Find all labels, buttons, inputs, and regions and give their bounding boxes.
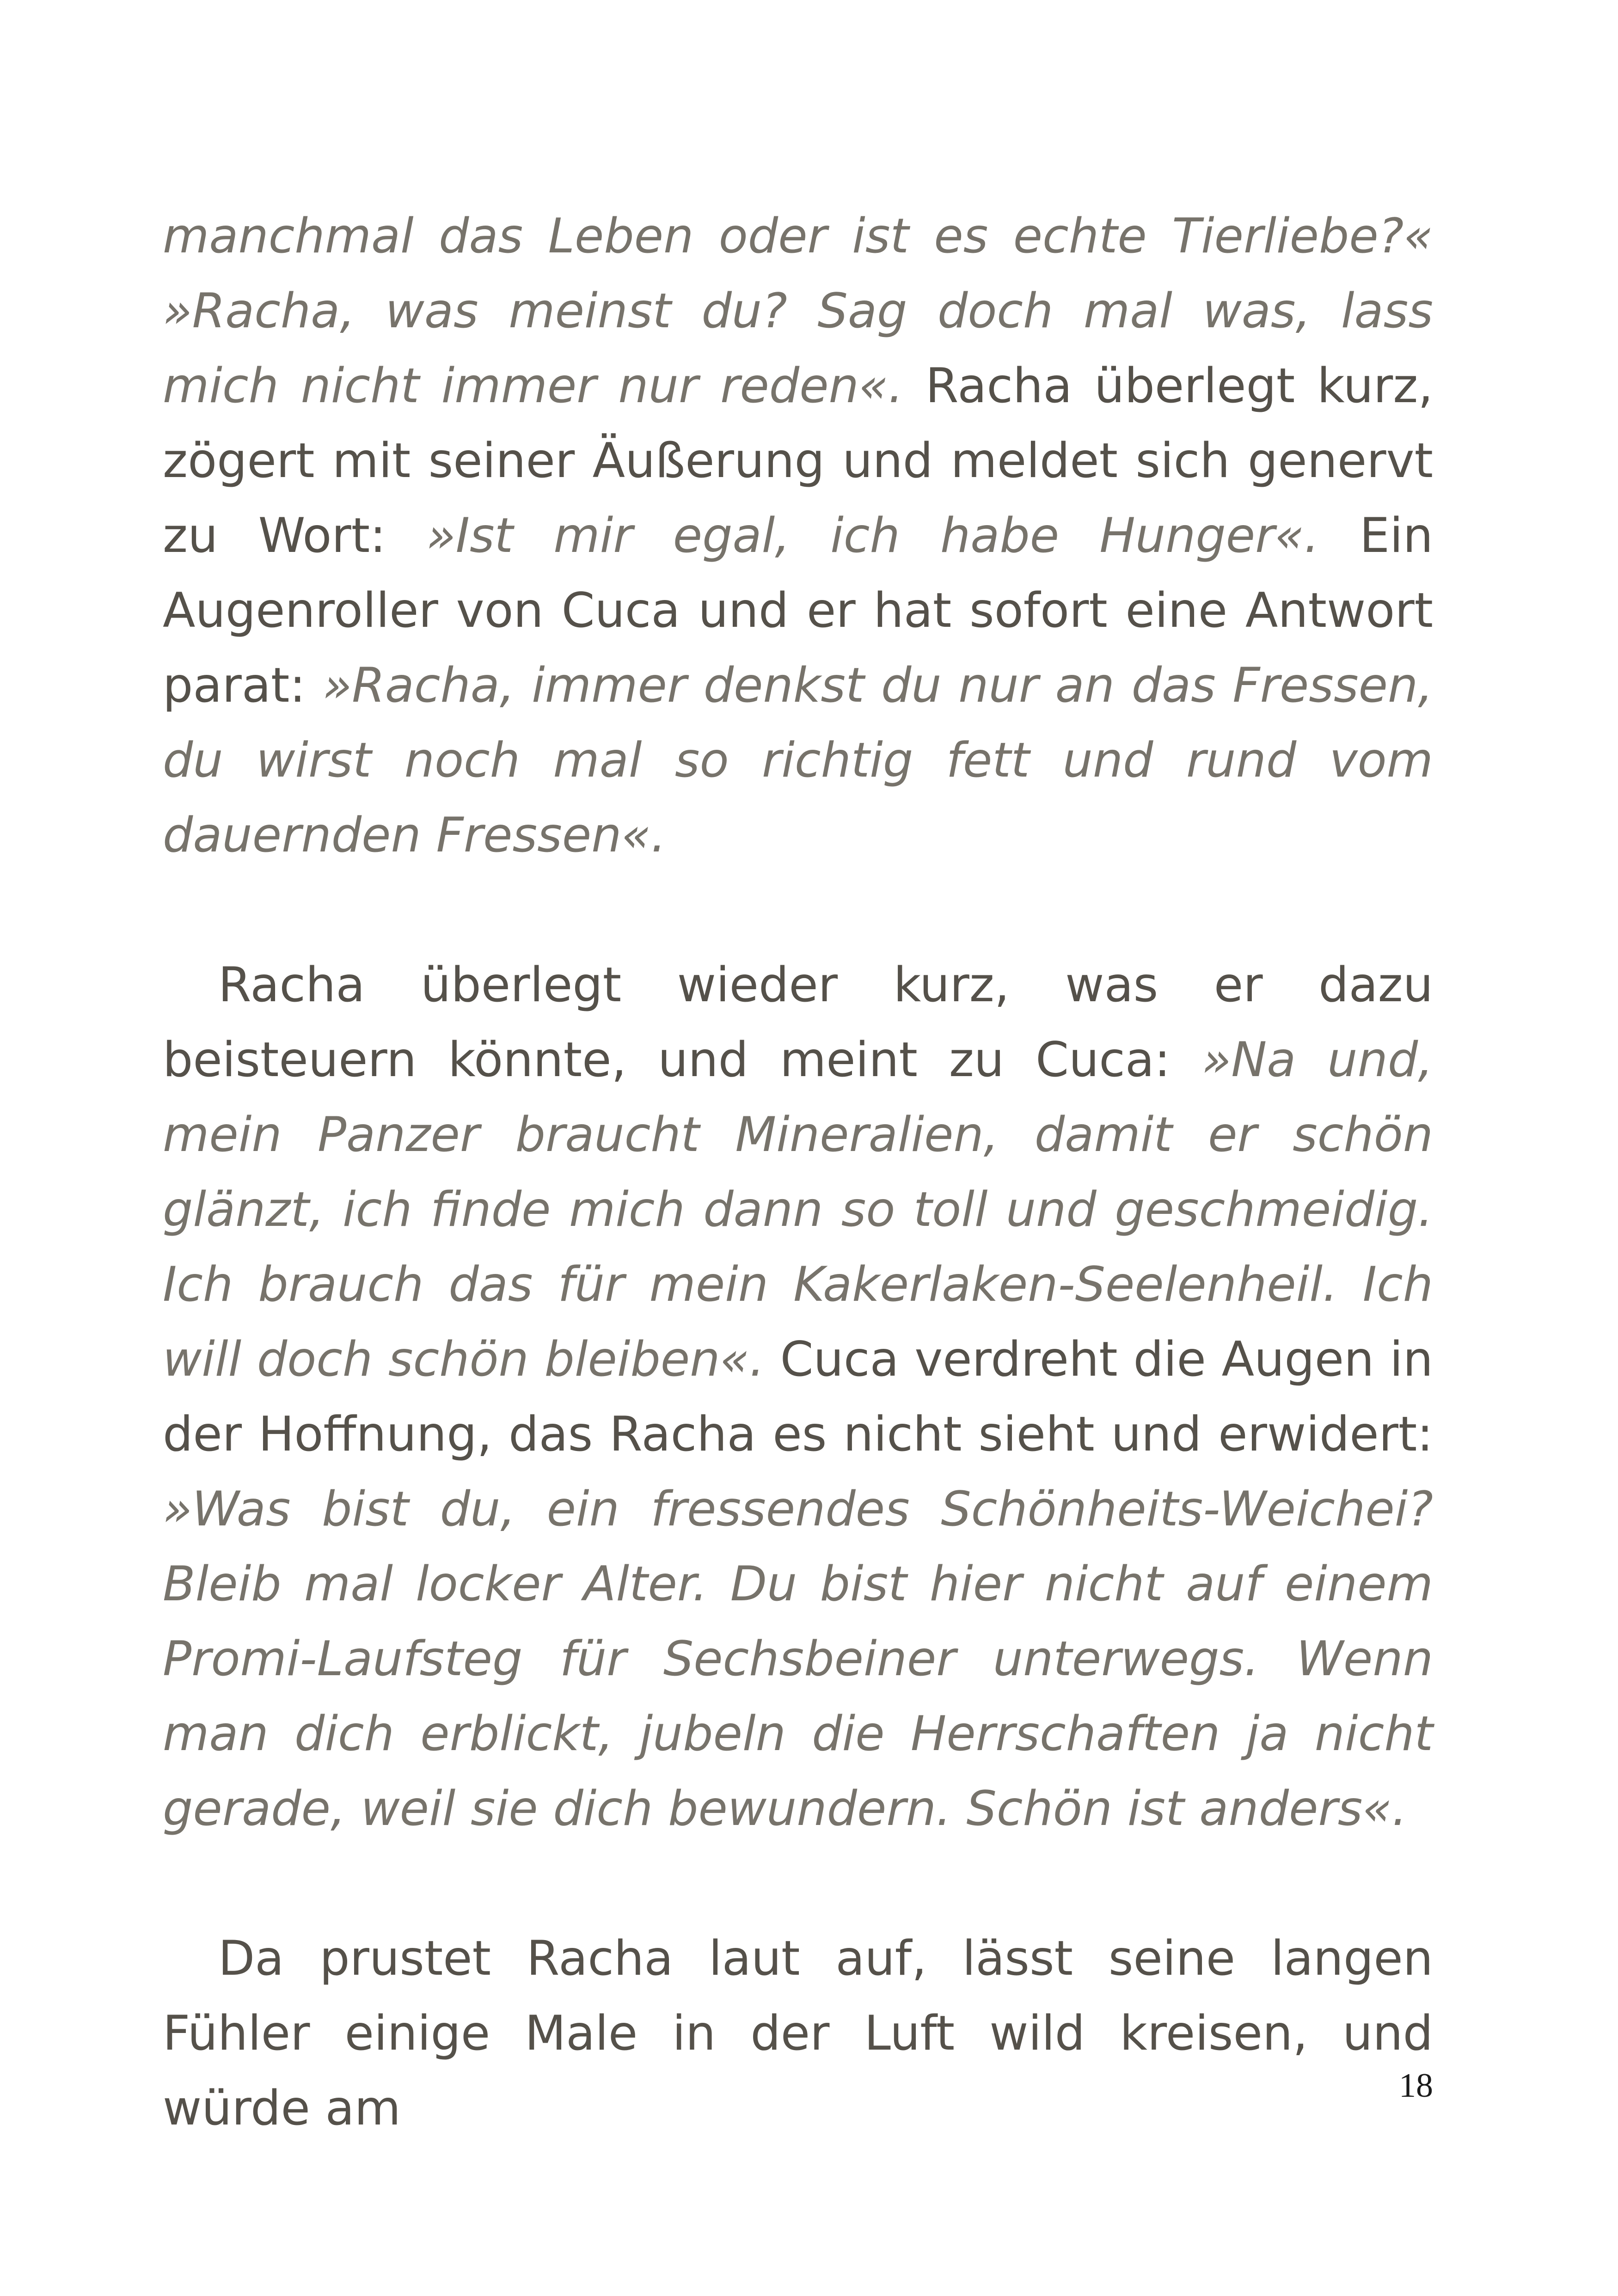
dialogue-quote: »Ist mir egal, ich habe Hunger«. <box>426 508 1319 563</box>
paragraph-1 <box>163 199 1433 873</box>
body-text <box>163 199 1433 2146</box>
narration: Racha überlegt wieder kurz, was er dazu beisteuern könnte, und meint zu Cuca: <box>163 957 1433 1088</box>
dialogue-quote: »Na und, mein Panzer braucht Mineralien, damit er schön glänzt, ich finde mich dann so toll und geschmeidig. Ich brauch das für mein Kakerlaken-Seelenheil. Ich will doch schön bleiben«. <box>163 1032 1433 1387</box>
paragraph-2 <box>163 948 1433 1846</box>
narration: Ein Augenroller von Cuca und er hat sofort eine Antwort parat: <box>163 508 1433 713</box>
narration: Da prustet Racha laut auf, lässt seine langen Fühler einige Male in der Luft wild kreisen, und würde am <box>163 1931 1433 2136</box>
narration: Cuca verdreht die Augen in der Hoffnung, das Racha es nicht sieht und erwidert: <box>163 1332 1433 1462</box>
dialogue-quote: »Racha, immer denkst du nur an das Fressen, du wirst noch mal so richtig fett und rund vom dauernden Fressen«. <box>163 658 1433 863</box>
page-number: 18 <box>1399 2067 1433 2105</box>
paragraph-3 <box>163 1921 1433 2146</box>
dialogue-quote: »Was bist du, ein fressendes Schönheits-Weichei? Bleib mal locker Alter. Du bist hier nicht auf einem Promi-Laufsteg für Sechsbeiner unterwegs. Wenn man dich erblickt, jubeln die Herrschaften ja nicht gerade, weil sie dich bewundern. Schön ist anders«. <box>163 1482 1433 1837</box>
narration: Racha überlegt kurz, zögert mit seiner Äußerung und meldet sich genervt zu Wort: <box>163 358 1433 563</box>
dialogue-quote: manchmal das Leben oder ist es echte Tierliebe?« »Racha, was meinst du? Sag doch mal was, lass mich nicht immer nur reden«. <box>163 208 1433 414</box>
